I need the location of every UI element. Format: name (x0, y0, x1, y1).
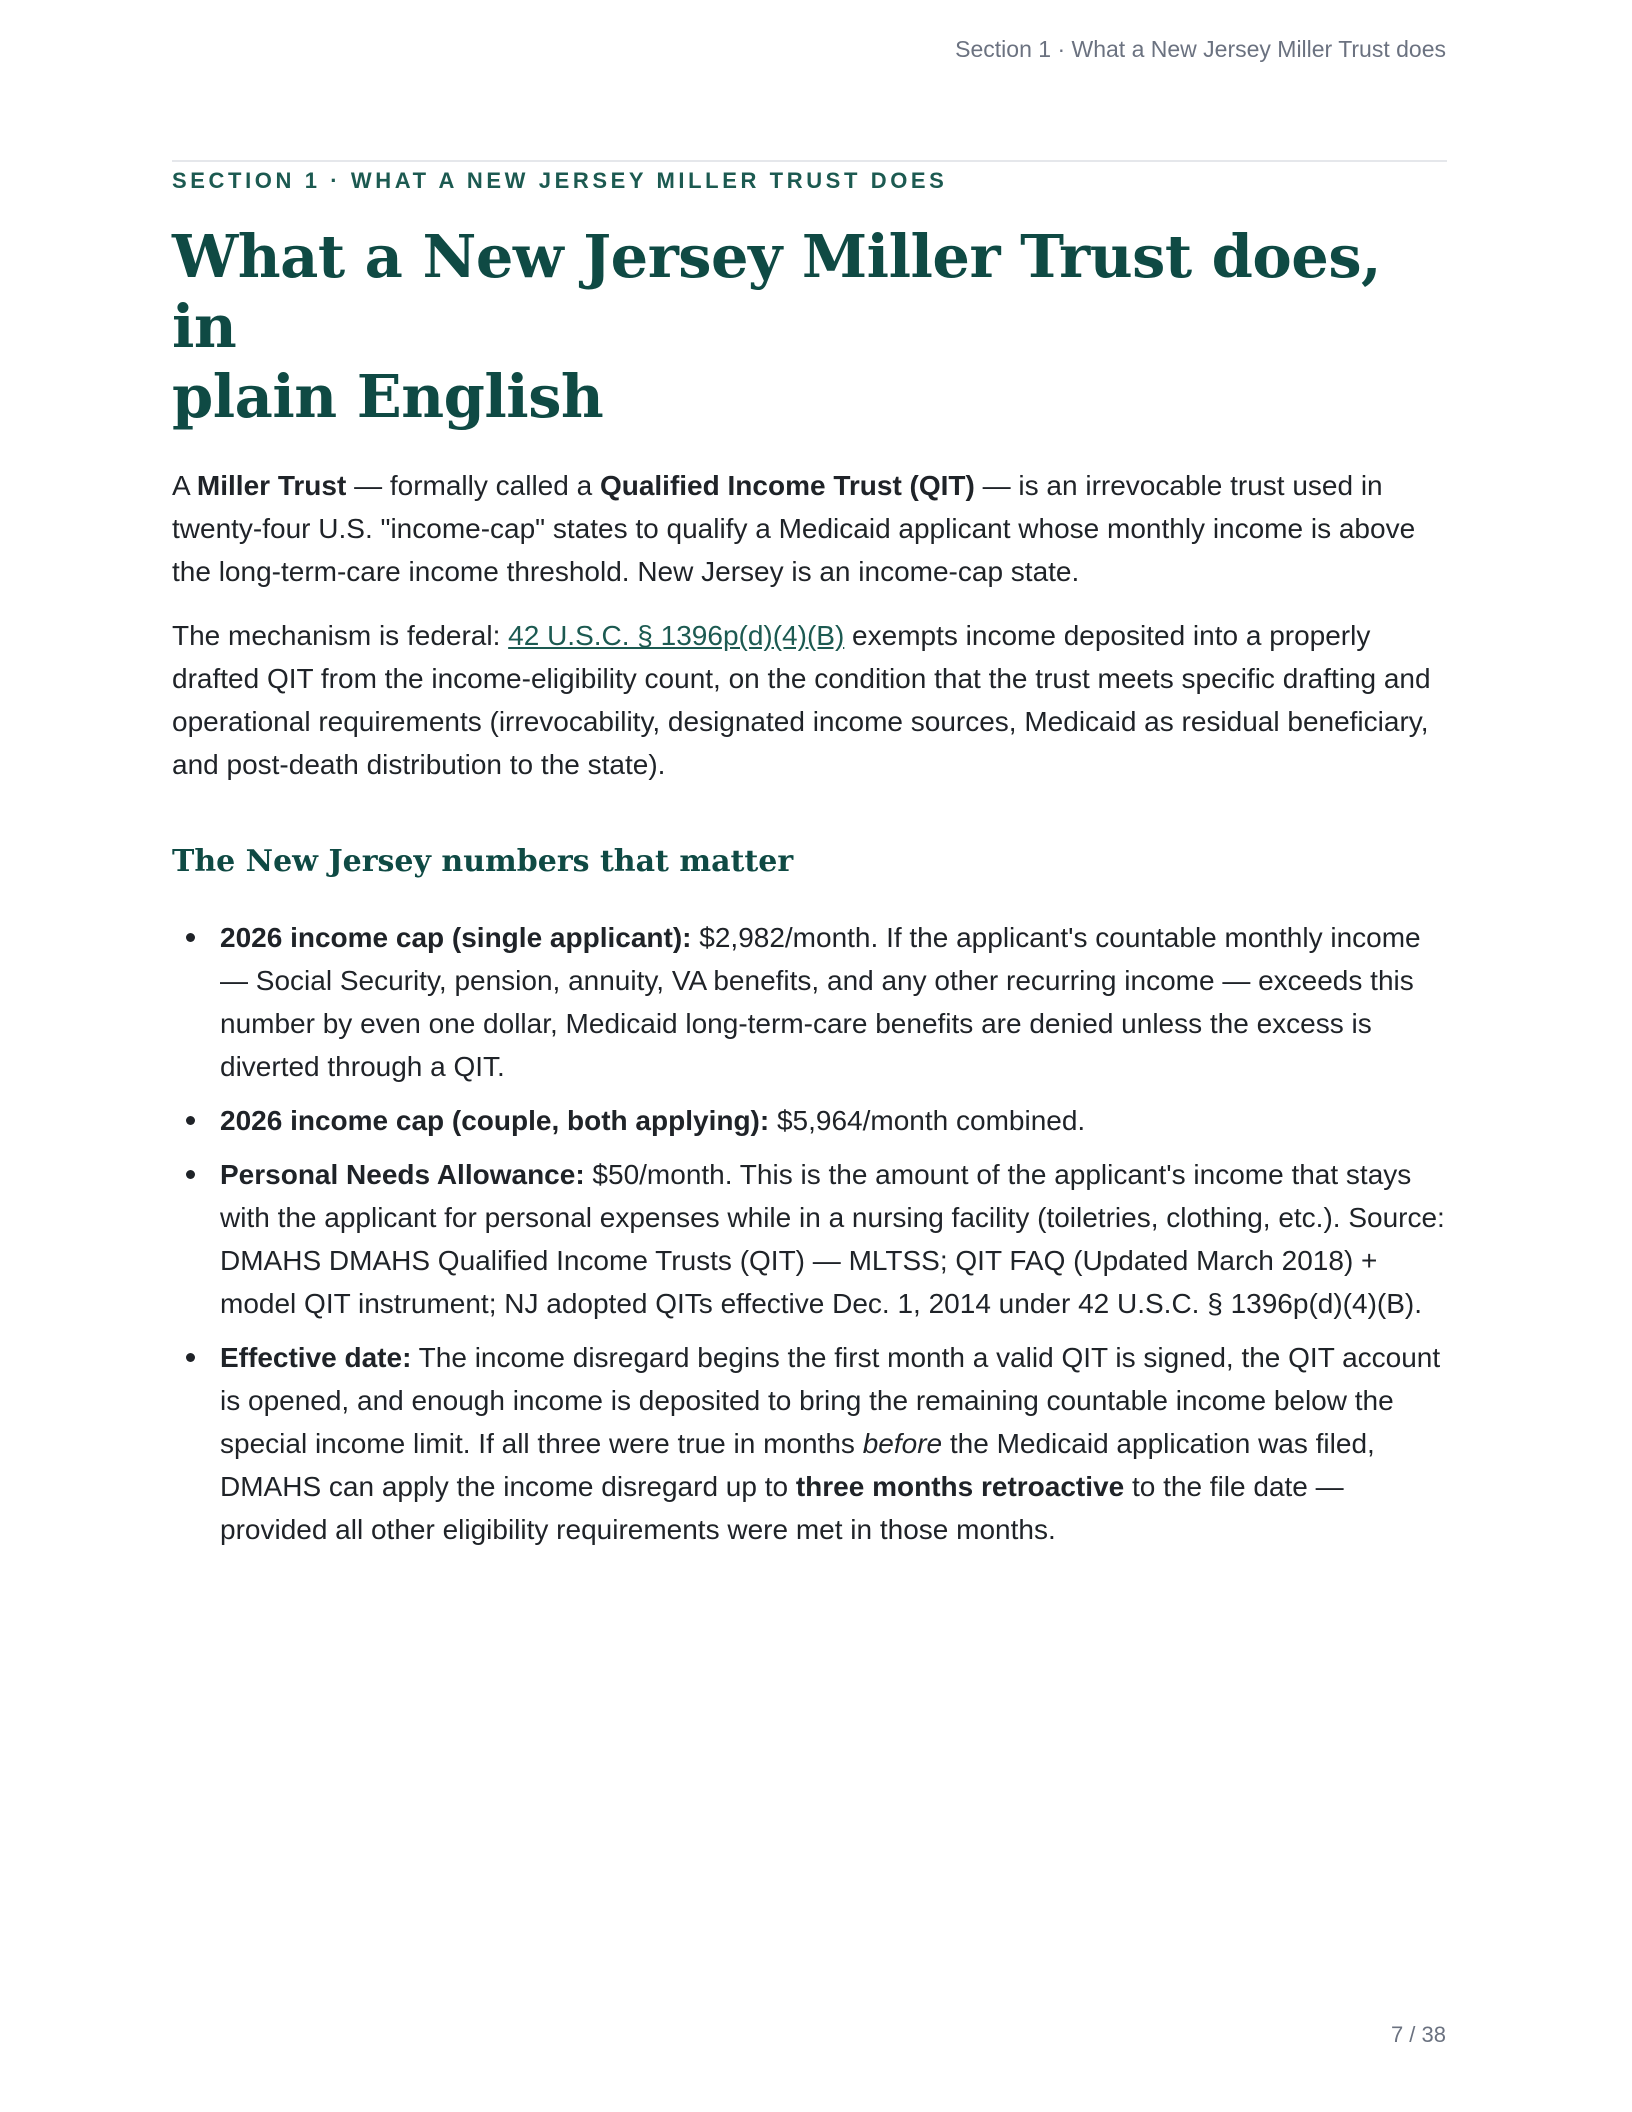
fact-label: Effective date: (220, 1342, 412, 1373)
list-item (220, 1099, 1447, 1142)
term-miller-trust: Miller Trust (196, 470, 347, 501)
text-run: The mechanism is federal: (172, 620, 509, 651)
main-content (172, 160, 1447, 1562)
text-run: exempts income deposited into a properly drafted QIT from the income-eligibility count, on the condition that the trust meets specific drafting and operational requirements (irrevocability, designated income sources, Medicaid as residual beneficiary, and post-death distribution to the state). (172, 620, 1431, 780)
text-run: — is an irrevocable trust used in twenty-four U.S. "income-cap" states to qualify a Medicaid applicant whose monthly income is above the long-term-care income threshold. New Jersey is an income-cap state. (172, 470, 1416, 587)
text-run: — formally called a (346, 470, 600, 501)
fact-label: 2026 income cap (couple, both applying): (220, 1105, 770, 1136)
list-item (220, 1336, 1447, 1551)
bullet-icon (186, 933, 195, 942)
running-header: Section 1 · What a New Jersey Miller Trust does (955, 36, 1446, 62)
section-subheading: The New Jersey numbers that matter (172, 844, 794, 879)
intro-paragraph-1 (172, 464, 1447, 593)
fact-text: $2,982/month. If the applicant's countable monthly income — Social Security, pension, annuity, VA benefits, and any other recurring income — exceeds this number by even one dollar, Medicaid long-term-care benefits are denied unless the excess is diverted through a QIT. (220, 922, 1421, 1082)
bullet-icon (186, 1116, 195, 1125)
page-number: 7 / 38 (1390, 2022, 1446, 2047)
list-item (220, 916, 1447, 1088)
text-run: A (172, 470, 197, 501)
fact-text: the Medicaid application was filed, DMAHS can apply the income disregard up to (220, 1428, 1375, 1502)
page-title (172, 222, 1447, 432)
fact-emphasis: before (862, 1428, 943, 1459)
fact-text: $5,964/month combined. (769, 1105, 1086, 1136)
section-eyebrow: SECTION 1 · WHAT A NEW JERSEY MILLER TRUST DOES (172, 168, 948, 193)
list-item (220, 1153, 1447, 1325)
fact-label: 2026 income cap (single applicant): (220, 922, 692, 953)
section-divider (172, 160, 1447, 162)
fact-label: Personal Needs Allowance: (220, 1159, 585, 1190)
bullet-icon (186, 1353, 195, 1362)
bullet-icon (186, 1170, 195, 1179)
title-line-1: What a New Jersey Miller Trust does, in (172, 222, 1382, 361)
intro-paragraph-2 (172, 614, 1447, 786)
statute-link[interactable]: 42 U.S.C. § 1396p(d)(4)(B) (508, 620, 845, 651)
facts-list (172, 916, 1447, 1551)
fact-text: The income disregard begins the first month a valid QIT is signed, the QIT account is opened, and enough income is deposited to bring the remaining countable income below the special income limit. If all three were true in months (220, 1342, 1441, 1459)
fact-text: to the file date — provided all other eligibility requirements were met in those months. (220, 1471, 1344, 1545)
fact-text: $50/month. This is the amount of the applicant's income that stays with the applicant for personal expenses while in a nursing facility (toiletries, clothing, etc.). Source: DMAHS DMAHS Qualified Income Trusts (QIT) — MLTSS; QIT FAQ (Updated March 2018) + model QIT instrument; NJ adopted QITs effective Dec. 1, 2014 under 42 U.S.C. § 1396p(d)(4)(B). (220, 1159, 1445, 1319)
term-qit: Qualified Income Trust (QIT) (599, 470, 975, 501)
title-line-2: plain English (172, 362, 604, 431)
fact-strong: three months retroactive (795, 1471, 1125, 1502)
